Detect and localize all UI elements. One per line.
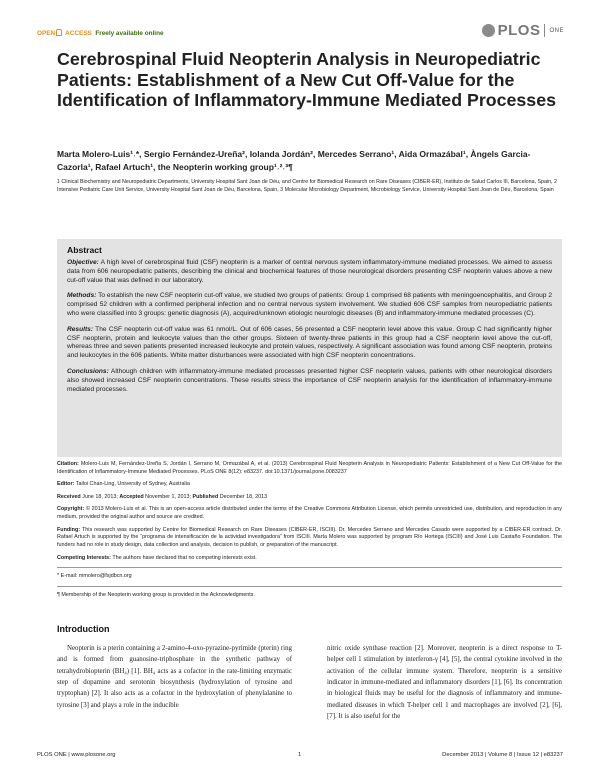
open-access-lock-icon [56, 29, 62, 36]
plos-logo-icon [482, 24, 495, 37]
affiliations: 1 Clinical Biochemistry and Neuropediatric Departments, University Hospital Sant Joan de Déu, and Centre for Biomedical Research on Rare Diseases (CIBER-ER), Instituto de Salud Carlos III, Barcelona, Spain, 2 Intensive Pediatric Care Unit Service, University Hospital Sant Joan de Déu, Barcelona, Spain, 3 Molecular Microbiology Department, Microbiology Service, University Hospital Sant Joan de Déu, Barcelona, Spain [57, 179, 557, 194]
citation-text: Molero-Luis M, Fernández-Ureña S, Jordán I, Serrano M, Ormazábal A, et al. (2013) Cerebrospinal Fluid Neopterin Analysis in Neuropediatric Patients: Establishment of a New Cut Off-Value for the Identification of Inflammatory-Immune Mediated Processes. PLoS ONE 8(12): e83237. doi:10.1371/journal.pone.0083237 [57, 461, 562, 475]
open-access-banner [37, 29, 164, 37]
copyright-label: Copyright: [57, 506, 85, 513]
editor [57, 481, 562, 489]
working-group-note: ¶ Membership of the Neopterin working group is provided in the Acknowledgments. [57, 591, 255, 598]
abstract-results [67, 326, 552, 362]
conclusions-text: Although children with inflammatory-immune mediated processes presented higher CSF neopterin values, patients with other neurological disorders also showed increased CSF neopterin concentrations. These results stress the importance of CSF neopterin analysis for the identification of inflammatory-immune mediated processes. [67, 367, 552, 393]
author-list: Marta Molero-Luis¹˒*, Sergio Fernández-Ureña², Iolanda Jordán², Mercedes Serrano¹, Aida Ormazábal¹, Àngels Garcia-Cazorla¹, Rafael Artuch¹, the Neopterin working group¹˒²˒³¶ [57, 149, 531, 172]
competing-text: The authors have declared that no competing interests exist. [110, 554, 257, 561]
page-number: 1 [298, 752, 302, 758]
results-label: Results: [67, 325, 94, 333]
accepted-date: November 1, 2013; [143, 493, 193, 500]
abstract-objective [67, 259, 552, 286]
introduction-heading: Introduction [57, 624, 110, 634]
email: * E-mail: mmolero@fsjdbcn.org [57, 573, 132, 580]
received-date: June 18, 2013; [80, 493, 120, 500]
article-title: Cerebrospinal Fluid Neopterin Analysis in Neuropediatric Patients: Establishment of a New Cut Off-Value for the Identification of Inflammatory-Immune Mediated Processes [57, 49, 556, 110]
funding [57, 527, 562, 550]
article-metadata [57, 461, 562, 605]
conclusions-label: Conclusions: [67, 367, 109, 375]
citation-label: Citation: [57, 461, 79, 467]
methods-text: To establish the new CSF neopterin cut-off value, we studied two groups of patients: Group 1 comprised 68 patients with meningoencephalitis, and Group 2 comprised 52 children with a confirmed peripheral infection and no central nervous system involvement. We studied 606 CSF samples from neuropediatric patients who were classified into 3 groups: genetic diagnosis (A), acquired/unknown etiologic neurologic diseases (B) and inflammatory-immune mediated processes (C). [67, 292, 552, 318]
competing-label: Competing Interests: [57, 554, 111, 561]
intro-left-column: Neopterin is a pterin containing a 2-amino-4-oxo-pyrazine-pyrimide (pterin) ring and is formed from guanosine-triphosphate in the synthetic pathway of tetrahydrobiopterin (BH₄) [1]. BH₄ acts as a cofactor in the rate-limiting enzymatic step of dopamine and serotonin biosynthesis (hydroxylation of tyrosine and tryptophan) [2]. It also acts as a cofactor in the hydroxylation of phenylalanine to tyrosine [3] and plays a role in the inducible [57, 645, 292, 709]
funding-label: Funding: [57, 526, 81, 533]
copyright [57, 506, 562, 521]
footer-journal: PLOS ONE | www.plosone.org [37, 752, 116, 758]
editor-label: Editor: [57, 481, 75, 488]
logo-sub: ONE [549, 27, 564, 34]
divider [57, 567, 562, 568]
received-label: Received [57, 493, 81, 500]
published-date: December 18, 2013 [218, 493, 268, 500]
abstract-box [57, 239, 562, 457]
results-text: The CSF neopterin cut-off value was 61 nmol/L. Out of 606 cases, 56 presented a CSF neopterin level above this value. Group C had significantly higher CSF neopterin, protein and leukocyte values than the other groups. Sixteen of twenty-three patients in this group had a CSF neopterin level above the cut-off, whereas three and seven patients presented increased leukocyte and protein values, respectively. A significant association was found among CSF neopterin, proteins and leukocytes in the 606 patients. White matter disturbances were associated with high CSF neopterin concentrations. [67, 325, 552, 360]
objective-label: Objective: [67, 259, 99, 266]
freely-available-label: Freely available online [95, 30, 164, 37]
editor-text: Tailoi Chan-Ling, University of Sydney, Australia [74, 481, 190, 488]
open-access-label-2: ACCESS [65, 30, 92, 37]
accepted-label: Accepted [119, 493, 144, 500]
funding-text: This research was supported by Centre for Biomedical Research on Rare Diseases (CIBER-ER, ISCIII). Dr. Mercedes Serrano and Mercedes Casado were supported by a CIBER-ER contract. Dr. Rafael Artuch is supported by the “programa de intensificación de la actividad investigadora” from ISCIII. Marta Molero was supported by program Río Hortega (ISCIII) and José Luis Castaño Foundation. The funders had no role in study design, data collection and analysis, decision to publish, or preparation of the manuscript. [57, 526, 562, 549]
competing-interests [57, 555, 562, 563]
open-access-label: OPEN [37, 30, 56, 37]
abstract-methods [67, 292, 552, 319]
divider [57, 586, 562, 587]
journal-logo [482, 22, 564, 39]
objective-text: A high level of cerebrospinal fluid (CSF) neopterin is a marker of central nervous system inflammatory-immune mediated processes. We aimed to assess data from 606 neuropediatric patients, describing the clinical and biochemical features of those neurological disorders presenting CSF neopterin values above a new cut-off value that was defined in our laboratory. [67, 259, 552, 284]
history-dates [57, 494, 562, 502]
abstract-heading: Abstract [67, 245, 102, 255]
copyright-text: © 2013 Molero-Luis et al. This is an open-access article distributed under the terms of the Creative Commons Attribution License, which permits unrestricted use, distribution, and reproduction in any medium, provided the original author and source are credited. [57, 506, 562, 521]
intro-right-column: nitric oxide synthase reaction [2]. Moreover, neopterin is a direct response to T-helper cell 1 stimulation by interferon-γ [4], [5], the central cytokine involved in the activation of the cellular immune system. Therefore, neopterin is a sensitive indicator in immune-mediated and inflammatory disorders [1], [6]. Its concentration in biological fluids may be useful for the diagnosis of inflammatory and immune-mediated diseases in which T-helper cell 1 and macrophages are involved [2], [6], [7]. It is also useful for the [327, 645, 562, 721]
citation [57, 461, 562, 476]
published-label: Published [192, 493, 219, 500]
logo-divider [544, 24, 545, 37]
logo-text: PLOS [497, 22, 541, 39]
footer-issue: December 2013 | Volume 8 | Issue 12 | e83237 [442, 752, 563, 758]
abstract-conclusions [67, 368, 552, 395]
methods-label: Methods: [67, 292, 97, 300]
